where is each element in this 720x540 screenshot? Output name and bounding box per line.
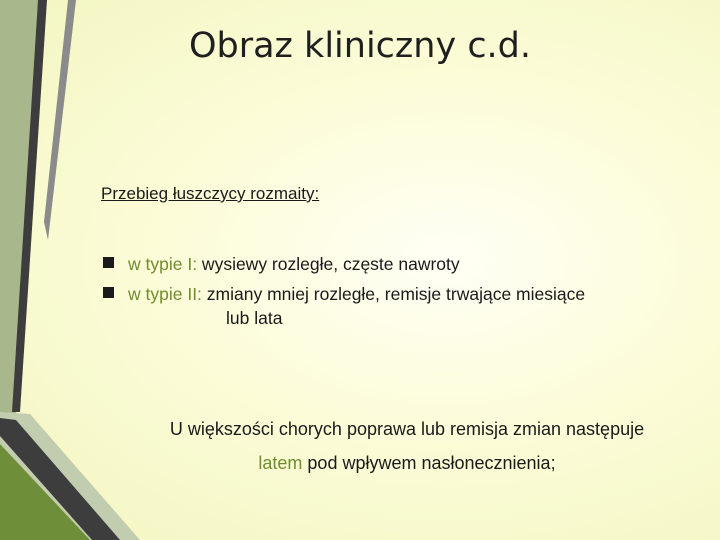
bullet-item-type-1 <box>103 252 715 276</box>
bullet-text: wysiewy rozległe, częste nawroty <box>197 254 460 274</box>
slide-subtitle: Przebieg łuszczycy rozmaity: <box>101 184 320 203</box>
bullet-continuation: lub lata <box>226 308 283 328</box>
summary-note <box>100 412 714 480</box>
summary-note-line-2-rest: pod wpływem nasłonecznienia; <box>302 453 556 473</box>
bullet-item-type-2 <box>103 282 715 330</box>
slide-title: Obraz kliniczny c.d. <box>188 26 532 66</box>
bullet-label: w typie I: <box>128 254 198 274</box>
square-bullet-icon <box>103 287 114 298</box>
bullet-text: zmiany mniej rozległe, remisje trwające miesiące <box>201 284 586 304</box>
bullet-label: w typie II: <box>128 284 202 304</box>
summary-note-line-2 <box>100 446 714 480</box>
square-bullet-icon <box>103 257 114 268</box>
stripe-grey-diagonal <box>44 0 76 240</box>
summary-note-accent-word: latem <box>258 453 303 473</box>
bullet-list <box>103 252 715 330</box>
summary-note-line-1: U większości chorych poprawa lub remisja zmian następuje <box>169 419 645 439</box>
